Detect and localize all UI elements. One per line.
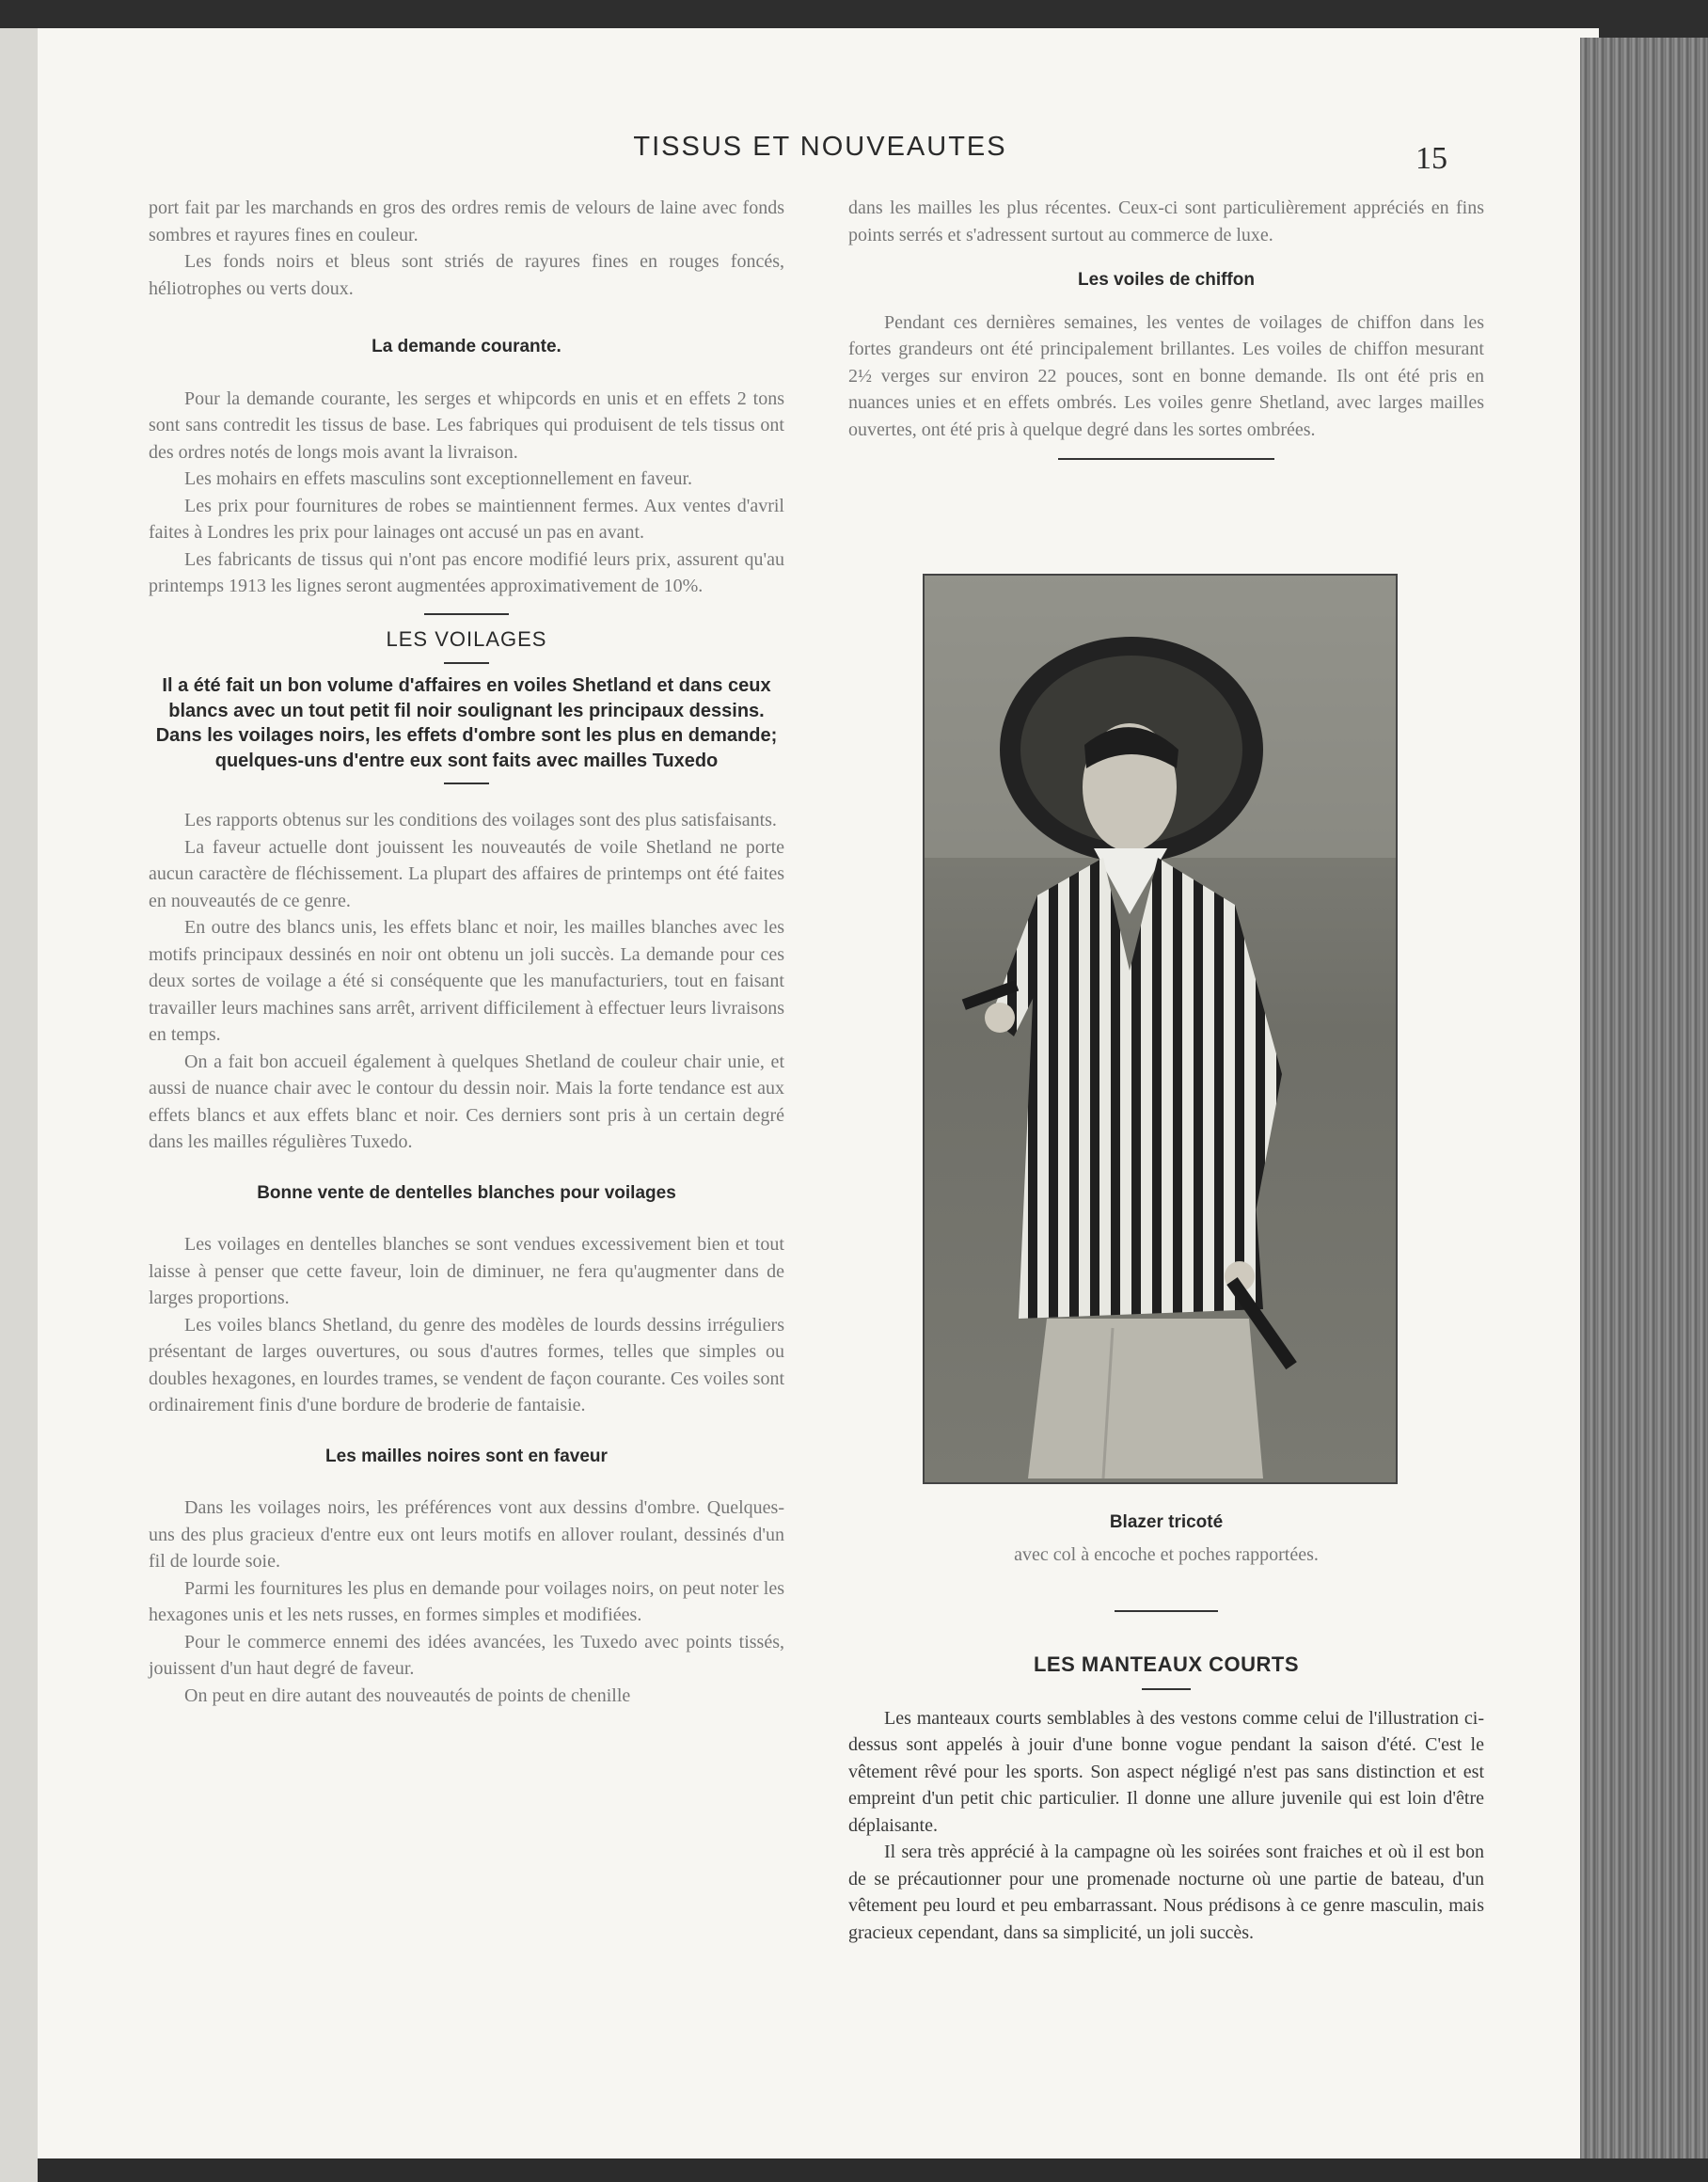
right-paragraph: Il sera très apprécié à la campagne où les soirées sont fraiches et où il est bon de se précautionner pour une promenade nocturne où une partie de bateau, d'un vêtement peu lourd et peu embarrassant. Nous prédisons à ce genre masculin, mais gracieux cependant, dans sa simplicité, un joli succès. — [848, 1842, 1484, 1943]
section-title-voilages: LES VOILAGES — [386, 626, 547, 651]
facing-page-edge — [0, 28, 38, 2182]
left-paragraph: Les prix pour fournitures de robes se maintiennent fermes. Aux ventes d'avril faites à Londres les prix pour lainages ont accusé un pas en avant. — [149, 495, 784, 543]
subheading-voiles-chiffon: Les voiles de chiffon — [1078, 270, 1255, 290]
subheading-dentelles: Bonne vente de dentelles blanches pour voilages — [257, 1182, 676, 1203]
right-paragraph: Pendant ces dernières semaines, les ventes de voilages de chiffon dans les fortes grandeurs ont été principalement brillantes. Les voiles de chiffon mesurant 2½ verges sur environ 22 pouces, sont en bonne demande. Ils ont été pris en nuances unies et en effets ombrés. Les voiles genre Shetland, avec larges mailles ouvertes, ont été pris à quelque degré dans les sortes ombrées. — [848, 311, 1484, 440]
left-paragraph: Parmi les fournitures les plus en demande pour voilages noirs, on peut noter les hexagones unis et les nets russes, en formes simples et modifiées. — [149, 1577, 784, 1625]
left-paragraph: Pour la demande courante, les serges et whipcords en unis et en effets 2 tons sont sans contredit les tissus de base. Les fabriques qui produisent de tels tissus ont des ordres notés de longs mois avant la livraison. — [149, 387, 784, 463]
subheading-mailles-noires: Les mailles noires sont en faveur — [325, 1446, 608, 1466]
scan-bottom-border — [38, 2158, 1708, 2182]
photo-caption-text: avec col à encoche et poches rapportées. — [1014, 1544, 1319, 1565]
right-column — [848, 195, 1484, 460]
section-rule — [424, 613, 509, 615]
left-paragraph: En outre des blancs unis, les effets blanc et noir, les mailles blanches avec les motifs principaux dessinés en noir ont obtenu un joli succès. La demande pour ces deux sortes de voilage a été si conséquente que les manufacturiers, tout en faisant travailler leurs machines sans arrêt, arrivent difficilement à effectuer leurs livraisons en temps. — [149, 917, 784, 1045]
subheading-demande-courante: La demande courante. — [372, 337, 561, 356]
right-paragraph: dans les mailles les plus récentes. Ceux-ci sont particulièrement appréciés en fins points serrés et s'adressent surtout au commerce de luxe. — [848, 198, 1484, 245]
right-paragraph: Les manteaux courts semblables à des vestons comme celui de l'illustration ci-dessus sont appelés à jouir d'une bonne vogue pendant la saison d'été. C'est le vêtement rêvé pour les sports. Son aspect négligé n'est pas sans distinction et est empreint d'un petit chic particulier. Il donne une allure juvenile qui est loin d'être déplaisante. — [848, 1707, 1484, 1836]
left-paragraph: Les voiles blancs Shetland, du genre des modèles de lourds dessins irréguliers présentant de larges ouvertures, ou sous d'autres formes, telles que simples ou doubles hexagones, en lourdes trames, se vendent de façon courante. Ces voiles sont ordinairement finis d'une bordure de broderie de fantaisie. — [149, 1314, 784, 1415]
right-column-bottom — [848, 1610, 1484, 1946]
section-rule — [1142, 1688, 1191, 1690]
left-paragraph: Les rapports obtenus sur les conditions des voilages sont des plus satisfaisants. — [184, 810, 777, 830]
section-rule — [444, 783, 489, 784]
section-title-manteaux-courts: LES MANTEAUX COURTS — [1033, 1652, 1300, 1676]
left-paragraph: Les voilages en dentelles blanches se sont vendues excessivement bien et tout laisse à penser que cette faveur, loin de diminuer, ne fera qu'augmenter dans de larges proportions. — [149, 1234, 784, 1308]
section-rule — [444, 662, 489, 664]
left-paragraph: Les fonds noirs et bleus sont striés de rayures fines en rouges foncés, héliotrophes ou verts doux. — [149, 251, 784, 299]
left-paragraph: Les fabricants de tissus qui n'ont pas encore modifié leurs prix, assurent qu'au printemps 1913 les lignes seront augmentées approximativement de 10%. — [149, 548, 784, 596]
section-rule — [1115, 1610, 1218, 1612]
running-title: TISSUS ET NOUVEAUTES — [633, 132, 1007, 162]
left-paragraph: On a fait bon accueil également à quelques Shetland de couleur chair unie, et aussi de nuance chair avec le contour du dessin noir. Mais la forte tendance est aux effets blancs et aux effets blanc et noir. Ces derniers sont pris à un certain degré dans les mailles régulières Tuxedo. — [149, 1051, 784, 1152]
book-page-edges — [1580, 38, 1708, 2182]
left-paragraph: Dans les voilages noirs, les préférences vont aux dessins d'ombre. Quelques-uns des plus gracieux d'entre eux ont leurs motifs en allover roulant, dessinés d'un fil de lourde soie. — [149, 1497, 784, 1572]
section-rule — [1058, 458, 1274, 460]
woman-in-striped-blazer-image — [925, 576, 1396, 1482]
left-paragraph: Les mohairs en effets masculins sont exceptionnellement en faveur. — [184, 468, 693, 489]
left-paragraph: La faveur actuelle dont jouissent les nouveautés de voile Shetland ne porte aucun caractère de fléchissement. La plupart des affaires de printemps ont été faites en nouveautés de ce genre. — [149, 836, 784, 911]
blazer-photograph — [923, 574, 1398, 1484]
page-number: 15 — [1415, 141, 1447, 176]
voilages-lead-summary: Il a été fait un bon volume d'affaires en voiles Shetland et dans ceux blancs avec un tout petit fil noir soulignant les principaux dessins. Dans les voilages noirs, les effets d'ombre sont les plus en demande; quelques-uns d'entre eux sont faits avec mailles Tuxedo — [155, 675, 778, 771]
photo-caption-title: Blazer tricoté — [1109, 1512, 1224, 1532]
left-paragraph: Pour le commerce ennemi des idées avancées, les Tuxedo avec points tissés, jouissent d'un haut degré de faveur. — [149, 1631, 784, 1679]
left-column — [149, 195, 784, 1709]
left-paragraph: On peut en dire autant des nouveautés de points de chenille — [184, 1684, 631, 1706]
left-paragraph: port fait par les marchands en gros des ordres remis de velours de laine avec fonds sombres et rayures fines en couleur. — [149, 198, 784, 245]
